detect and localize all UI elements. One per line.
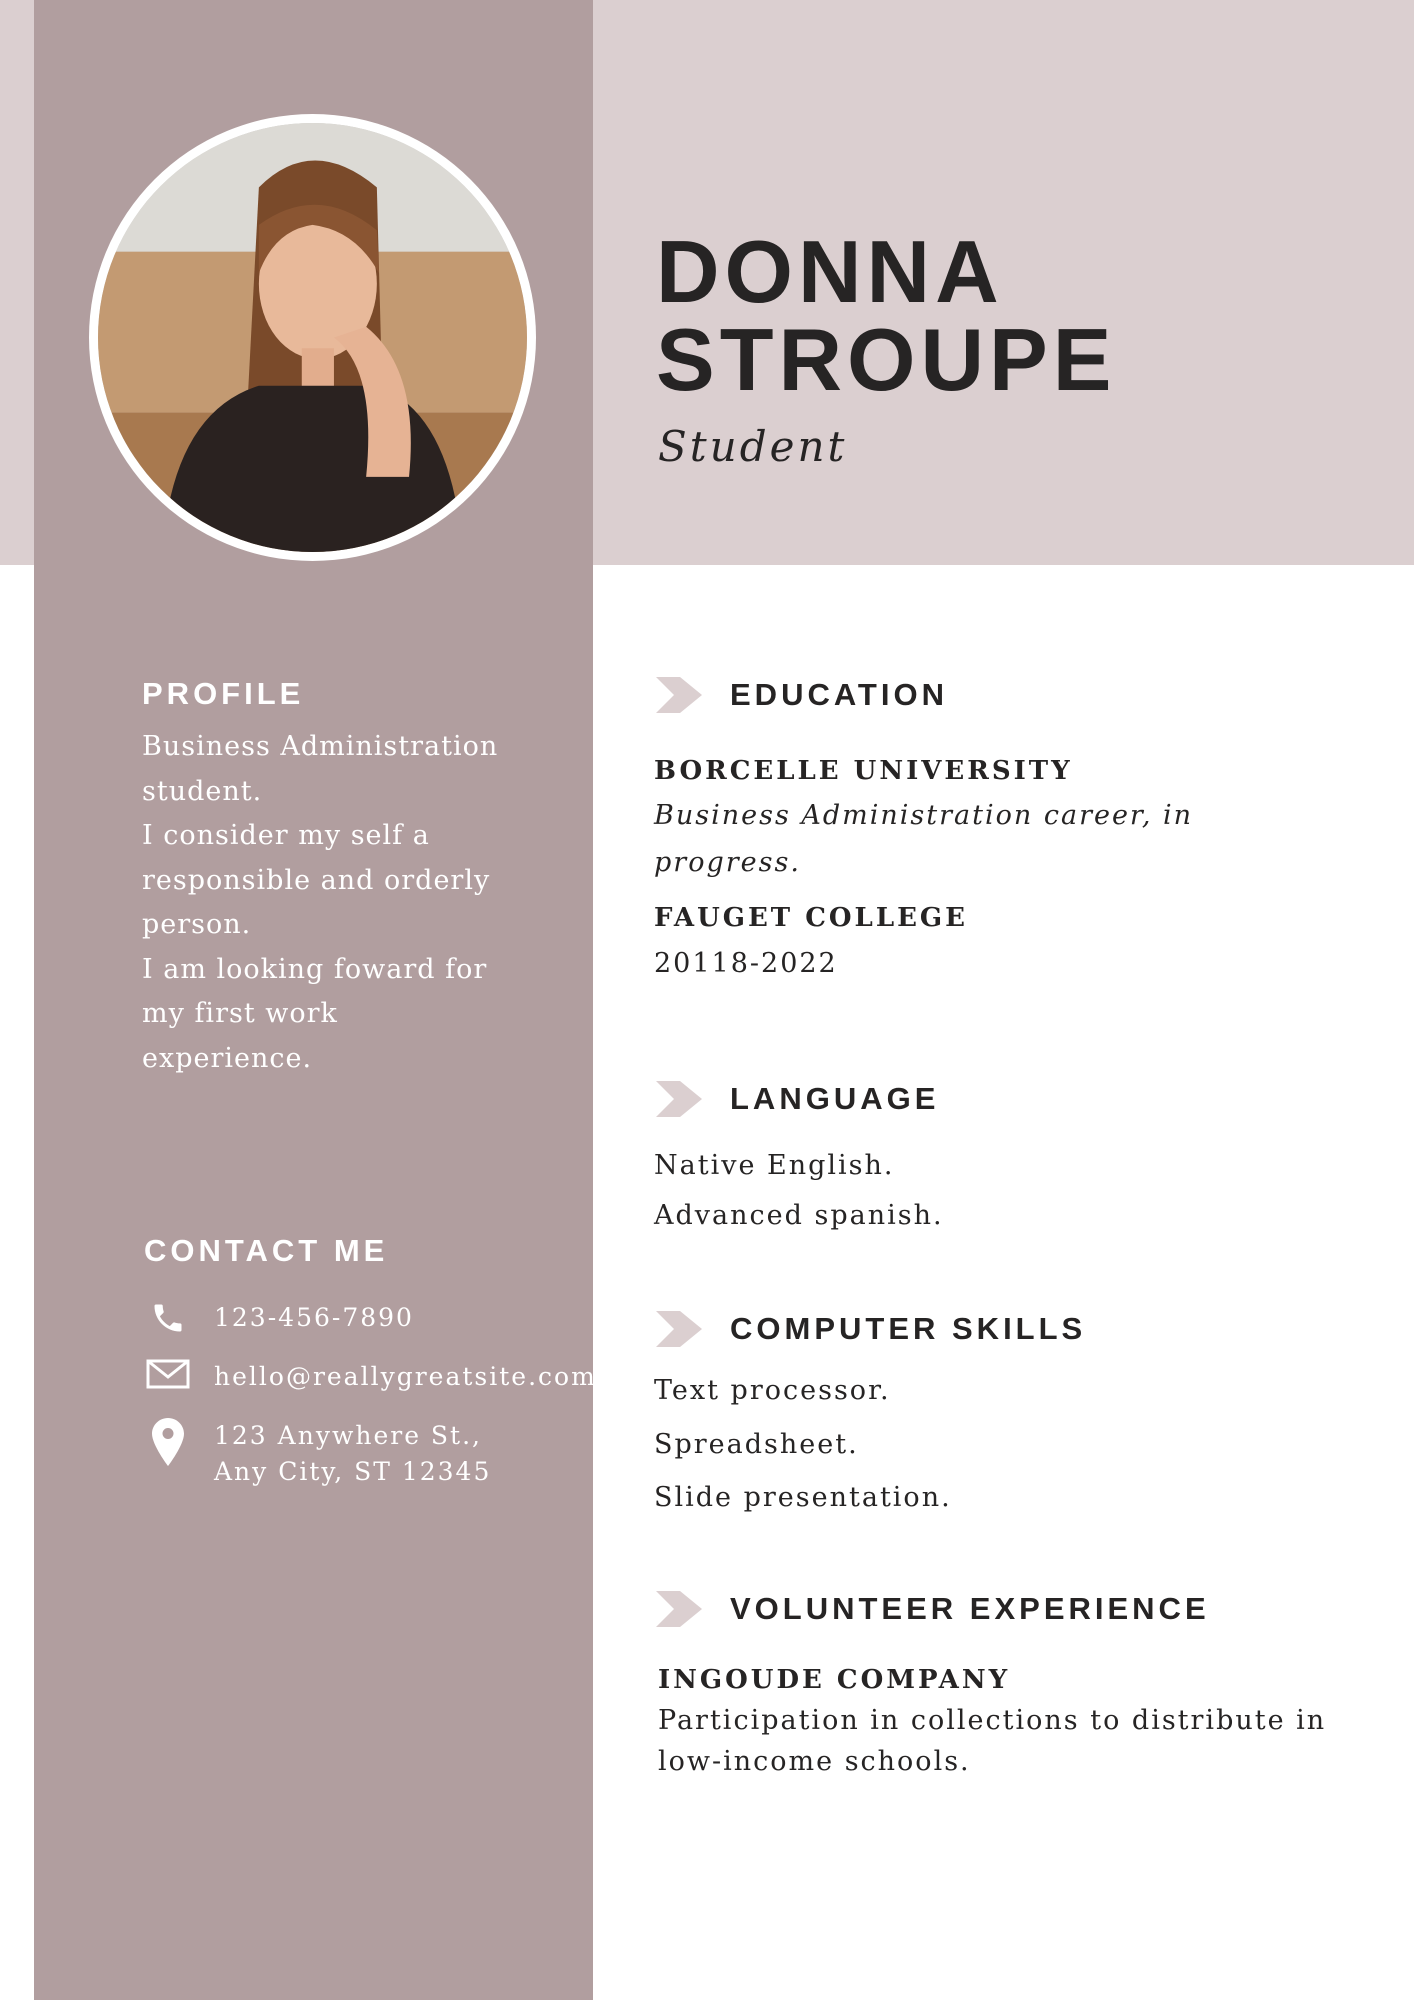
chevron-icon: [656, 1591, 702, 1627]
profile-photo: [89, 114, 536, 561]
mail-icon: [146, 1359, 190, 1399]
person-name: [656, 222, 1117, 409]
volunteer-description: Participation in collections to distribute in: [658, 1705, 1327, 1736]
contact-phone: [146, 1300, 414, 1340]
profile-line: responsible and orderly: [142, 864, 491, 896]
contact-address: [146, 1418, 491, 1490]
phone-icon: [146, 1300, 190, 1340]
profile-text: [142, 725, 542, 1081]
education-section-header: [656, 675, 948, 715]
profile-heading: PROFILE: [142, 676, 305, 711]
language-section-header: [656, 1079, 939, 1119]
education-detail: 20118-2022: [654, 948, 838, 979]
volunteer-company: INGOUDE COMPANY: [658, 1665, 1011, 1695]
language-heading: LANGUAGE: [730, 1081, 940, 1116]
education-institution: FAUGET COLLEGE: [654, 903, 968, 933]
address-text: [214, 1418, 491, 1490]
volunteer-section-header: [656, 1589, 1210, 1629]
profile-line: person.: [142, 909, 252, 940]
volunteer-heading: VOLUNTEER EXPERIENCE: [730, 1591, 1210, 1626]
volunteer-description: low-income schools.: [658, 1746, 971, 1777]
chevron-icon: [656, 1081, 702, 1117]
contact-email: [146, 1359, 597, 1399]
skills-section-header: [656, 1309, 1086, 1349]
profile-line: my first work: [142, 998, 338, 1029]
profile-line: I consider my self a: [142, 820, 430, 851]
name-last: STROUPE: [656, 310, 1117, 409]
chevron-icon: [656, 1311, 702, 1347]
profile-line: Business Administration: [142, 731, 499, 762]
phone-number[interactable]: 123-456-7890: [214, 1303, 414, 1332]
skill-item: Text processor.: [654, 1375, 891, 1406]
education-detail: Business Administration career, in progress.: [654, 800, 1194, 878]
education-institution: BORCELLE UNIVERSITY: [654, 756, 1073, 786]
skill-item: Spreadsheet.: [654, 1429, 859, 1460]
profile-line: student.: [142, 775, 263, 807]
chevron-icon: [656, 677, 702, 713]
skill-item: Slide presentation.: [654, 1482, 952, 1513]
address-line: 123 Anywhere St.,: [214, 1421, 482, 1450]
education-heading: EDUCATION: [730, 677, 948, 712]
email-link[interactable]: hello@reallygreatsite.com: [214, 1362, 597, 1391]
address-line: Any City, ST 12345: [214, 1457, 492, 1486]
name-first: DONNA: [656, 222, 1004, 321]
language-item: Advanced spanish.: [654, 1200, 944, 1231]
contact-heading: CONTACT ME: [144, 1233, 389, 1268]
location-pin-icon: [146, 1418, 190, 1466]
profile-line: experience.: [142, 1042, 313, 1074]
profile-line: I am looking foward for: [142, 953, 488, 985]
language-item: Native English.: [654, 1150, 895, 1181]
skills-heading: COMPUTER SKILLS: [730, 1311, 1087, 1346]
person-role: Student: [658, 422, 848, 471]
